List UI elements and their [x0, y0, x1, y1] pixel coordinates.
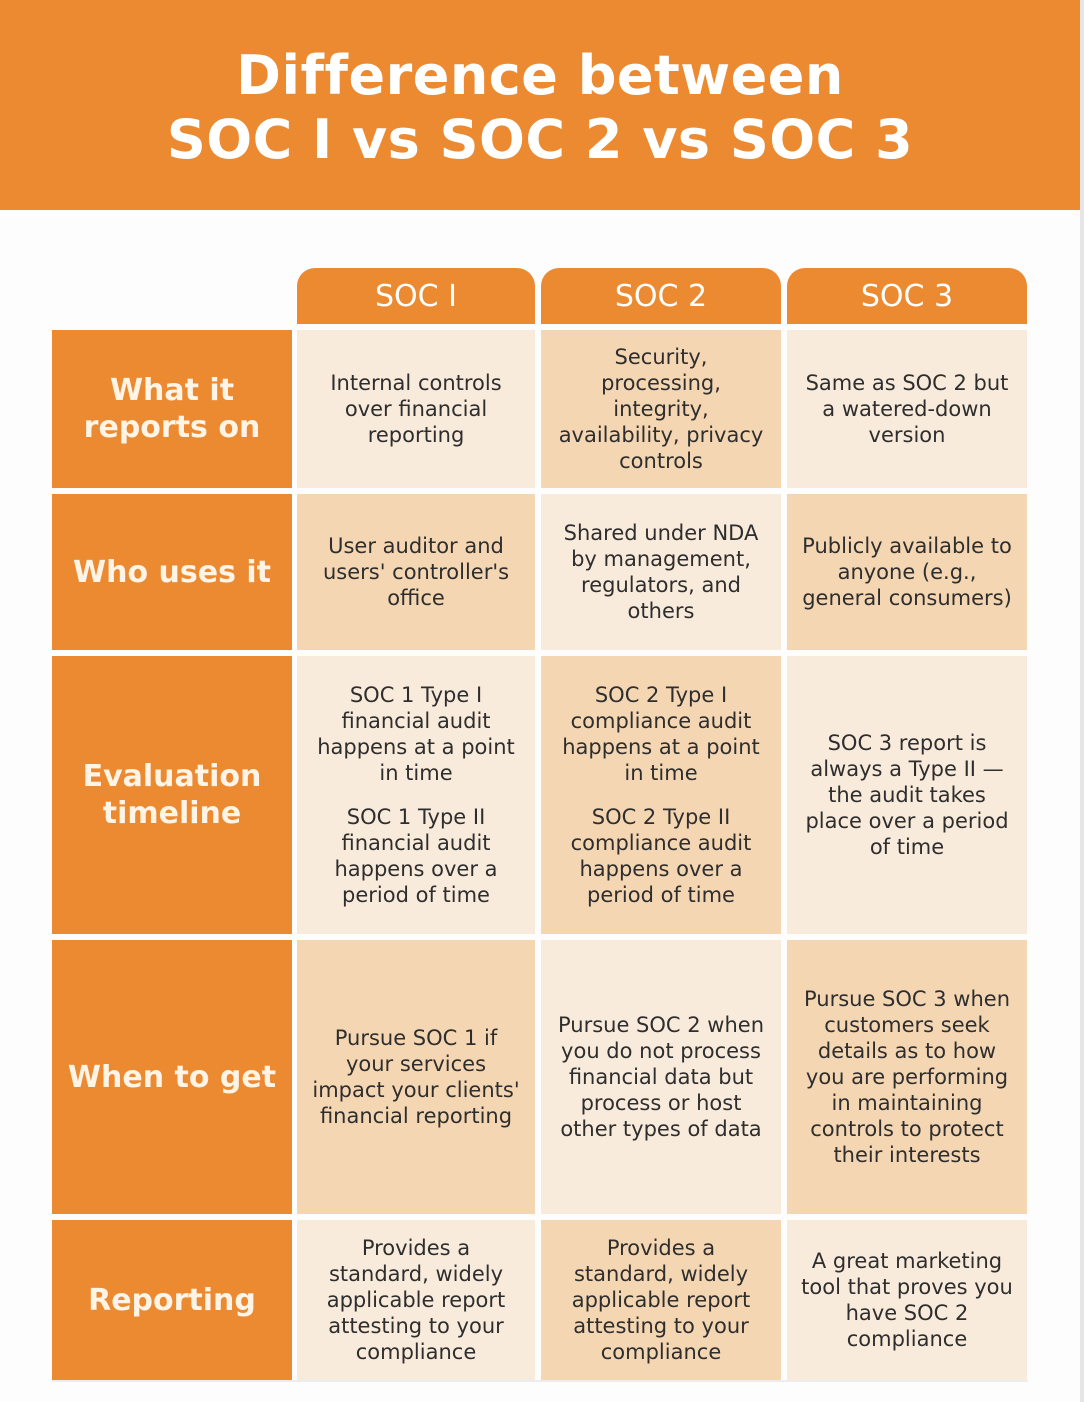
- row-label-reporting: Reporting: [52, 1220, 292, 1380]
- cell-when-soc1: [297, 940, 535, 1214]
- cell-reporting-soc3: [787, 1220, 1027, 1380]
- cell-reporting-soc2: [541, 1220, 781, 1380]
- cell-text: Publicly available to anyone (e.g., general consumers): [802, 534, 1012, 610]
- title-banner: [0, 0, 1080, 210]
- cell-text: Shared under NDA by management, regulators, and others: [563, 521, 759, 623]
- cell-when-soc3: [787, 940, 1027, 1214]
- cell-text: Security, processing, integrity, availability, privacy controls: [558, 345, 764, 473]
- cell-text-type-2: SOC 2 Type II compliance audit happens over a period of time: [570, 805, 752, 907]
- cell-users-soc3: [787, 494, 1027, 650]
- cell-text: Same as SOC 2 but a watered-down version: [805, 371, 1009, 447]
- title-line-1: Difference between: [236, 44, 844, 107]
- cell-timeline-soc2: [541, 656, 781, 934]
- title-line-2: SOC I vs SOC 2 vs SOC 3: [166, 108, 914, 171]
- table-bottom-divider: [52, 1380, 1028, 1382]
- column-header-soc2: SOC 2: [541, 268, 781, 324]
- cell-text: Provides a standard, widely applicable report attesting to your compliance: [326, 1236, 506, 1364]
- cell-text-type-1: SOC 2 Type I compliance audit happens at a point in time: [562, 683, 760, 785]
- cell-text: Pursue SOC 1 if your services impact your clients' financial reporting: [312, 1026, 520, 1128]
- cell-reports-soc2: [541, 330, 781, 488]
- cell-text: A great marketing tool that proves you have SOC 2 compliance: [801, 1249, 1013, 1351]
- cell-text-type-1: SOC 1 Type I financial audit happens at a point in time: [317, 683, 515, 785]
- cell-users-soc2: [541, 494, 781, 650]
- cell-reports-soc3: [787, 330, 1027, 488]
- cell-text: Pursue SOC 3 when customers seek details as to how you are performing in maintaining controls to protect their interests: [803, 987, 1011, 1167]
- row-label-what-it-reports-on: What it reports on: [52, 330, 292, 488]
- cell-text: Provides a standard, widely applicable report attesting to your compliance: [571, 1236, 751, 1364]
- cell-when-soc2: [541, 940, 781, 1214]
- column-header-soc1: SOC I: [297, 268, 535, 324]
- row-label-when-to-get: When to get: [52, 940, 292, 1214]
- cell-users-soc1: [297, 494, 535, 650]
- cell-text: Pursue SOC 2 when you do not process financial data but process or host other types of data: [557, 1013, 765, 1141]
- cell-text: Internal controls over financial reporting: [330, 371, 502, 447]
- cell-reports-soc1: [297, 330, 535, 488]
- row-label-evaluation-timeline: Evaluation timeline: [52, 656, 292, 934]
- cell-reporting-soc1: [297, 1220, 535, 1380]
- cell-text-type-2: SOC 1 Type II financial audit happens over a period of time: [334, 805, 498, 907]
- cell-text: SOC 3 report is always a Type II — the audit takes place over a period of time: [805, 731, 1009, 859]
- cell-timeline-soc1: [297, 656, 535, 934]
- cell-text: User auditor and users' controller's office: [322, 534, 510, 610]
- cell-timeline-soc3: [787, 656, 1027, 934]
- row-label-who-uses-it: Who uses it: [52, 494, 292, 650]
- column-header-soc3: SOC 3: [787, 268, 1027, 324]
